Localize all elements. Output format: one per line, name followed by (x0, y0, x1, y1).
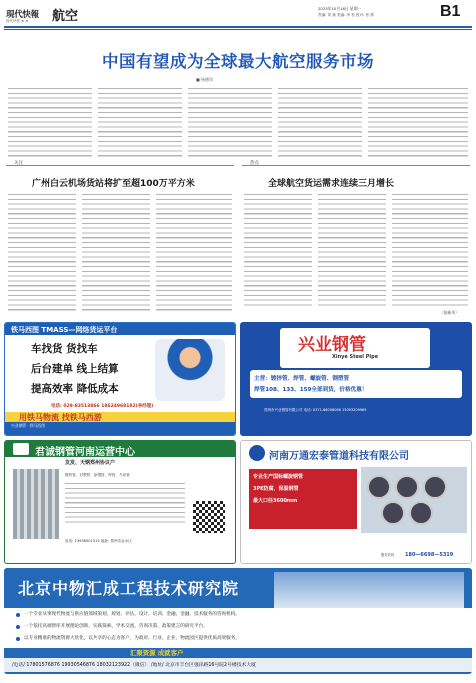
ad-zhongwu-building-photo (274, 572, 464, 610)
main-body-col-3 (188, 88, 272, 158)
ad-xingye (240, 322, 472, 436)
ad-tmass-line-1: 车找货 货找车 (31, 343, 98, 355)
pipe-end (381, 501, 405, 525)
ad-tmass-phone: 电话: 029-83513866 18624968182(李经理) (51, 404, 154, 409)
ad-zhongwu-info-band (4, 608, 472, 648)
left-body-col-2 (82, 194, 150, 314)
right-body-col-2 (318, 194, 386, 308)
ad-juncheng-qr (193, 501, 225, 533)
ad-xingye-title: 兴业钢管 (298, 335, 366, 355)
pipe-end (395, 475, 419, 499)
left-body-col-1 (8, 194, 76, 314)
ad-wantong-pipes-photo (361, 467, 467, 533)
ad-juncheng-product-photo (13, 469, 59, 539)
ad-zhongwu-title: 北京中物汇成工程技术研究院 (18, 579, 240, 598)
pipe-end (367, 475, 391, 499)
issue-date: 2023年10月16日 星期一 (318, 6, 362, 11)
main-body-col-2 (98, 88, 182, 158)
right-body-col-3 (392, 194, 468, 308)
right-body-col-1 (244, 194, 312, 308)
ad-tmass-slogan: 用铁马物流 找铁马西游 (5, 412, 235, 422)
left-section-tag: 关注 (14, 161, 23, 166)
ad-tmass-line-3: 提高效率 降低成本 (31, 383, 119, 395)
main-headline: 中国有望成为全球最大航空服务市场 (102, 52, 374, 71)
header-rule-thin (4, 29, 472, 30)
ad-zhongwu-line-3: 以专业精准的物流资源大优化，以共享的心态为客户，为政府、行业、企业、物流园区提供优质高效服务。 (24, 636, 240, 641)
section-title: 航空 (52, 9, 79, 24)
ad-zhongwu-line-1: 一个专业从事现代物流与供应链领域策划、规划、评估、设计、培训、金融、金融、技术服务的咨询机构。 (24, 612, 240, 617)
ad-wantong-phone: 180—6698—5319 (405, 552, 454, 558)
ad-juncheng-logo (13, 443, 29, 455)
left-body-col-3 (156, 194, 232, 314)
ad-wantong-feature-1: 专业生产国标螺旋钢管 (253, 474, 304, 480)
ad-zhongwu (4, 568, 472, 674)
main-byline: ■ 杨德玮 (196, 77, 214, 82)
page-number: B1 (440, 3, 461, 20)
left-section-rule (6, 165, 234, 166)
ad-juncheng-body-1: 镀锌管、衬塑管、涂塑管、焊管、方矩管 (65, 473, 130, 477)
ad-wantong-feature-3: 最大口径3600mm (253, 498, 298, 504)
ad-juncheng-title: 君诚钢管河南运营中心 (5, 441, 235, 457)
ad-wantong-feature-box (249, 469, 357, 529)
ad-xingye-en: Xinye Steel Pipe (332, 354, 379, 360)
ad-juncheng-details (65, 483, 185, 523)
right-article-source: （据新华） (440, 310, 459, 315)
ad-xingye-line-1: 主营：镀锌管、焊管、螺旋管、钢塑管 (254, 376, 350, 382)
ad-juncheng-subtitle: 友发、天钢郑州协议户 (65, 460, 116, 466)
main-body-col-4 (278, 88, 362, 158)
pipe-end (423, 475, 447, 499)
left-headline: 广州白云机场货站将扩至超100万平方米 (32, 179, 195, 189)
pipe-end (409, 501, 433, 525)
right-headline: 全球航空货运需求连续三月增长 (268, 179, 395, 189)
editor-credits: 责编: 刘 斌 美编: 李 松 校对: 张 倩 (318, 13, 374, 17)
newspaper-logo: 現代快報 (6, 10, 39, 20)
header-rule (4, 26, 472, 28)
logo-subtitle: 现代快报 ★ ★ (6, 19, 29, 23)
bullet-icon (16, 637, 20, 641)
right-section-rule (242, 165, 470, 166)
ad-tmass-mascot (155, 339, 225, 401)
ad-xingye-line-2: 焊管108、133、159全部到货，价格优惠！ (254, 387, 368, 393)
bullet-icon (16, 625, 20, 629)
ad-zhongwu-line-2: 一个依托高端智库开展理论创新、实践探索、学术交流、咨询决策、政策建言的研究平台。 (24, 624, 208, 629)
ad-tmass-footer: 兴业钢管 · 铁马西图 (5, 422, 235, 435)
ad-zhongwu-contact: /电话/ 17801576876 19930546876 18032123922（微信） /地址/ 北京市丰台区强泽路16号院2号楼技术大厦 (4, 658, 472, 672)
ad-zhongwu-slogan: 汇聚资源 成就客户 (130, 649, 184, 657)
ad-wantong-title: 河南万通宏泰管道科技有限公司 (269, 451, 409, 462)
main-body-col-1 (8, 88, 92, 158)
ad-wantong-logo (249, 445, 265, 461)
ad-wantong-hotline-label: 服务热线 (381, 553, 395, 557)
ad-juncheng-body-2: 电话: 13938501515 地址: 郑州市金水区 (65, 539, 132, 543)
ad-wantong-feature-2: 3PE防腐、保温钢管 (253, 486, 299, 492)
ad-tmass-header: 铁马西图 TMASS—网络货运平台 (5, 323, 235, 335)
ad-tmass (4, 322, 236, 436)
right-section-tag: 热点 (250, 161, 259, 166)
bullet-icon (16, 613, 20, 617)
main-body-col-5 (368, 88, 468, 158)
ad-tmass-line-2: 后台建单 线上结算 (31, 363, 119, 375)
ad-wantong (240, 440, 472, 564)
ad-juncheng (4, 440, 236, 564)
ad-xingye-contact: 郑州市兴业钢管有限公司 电话: 0371-66008096 15093209969 (264, 408, 367, 412)
